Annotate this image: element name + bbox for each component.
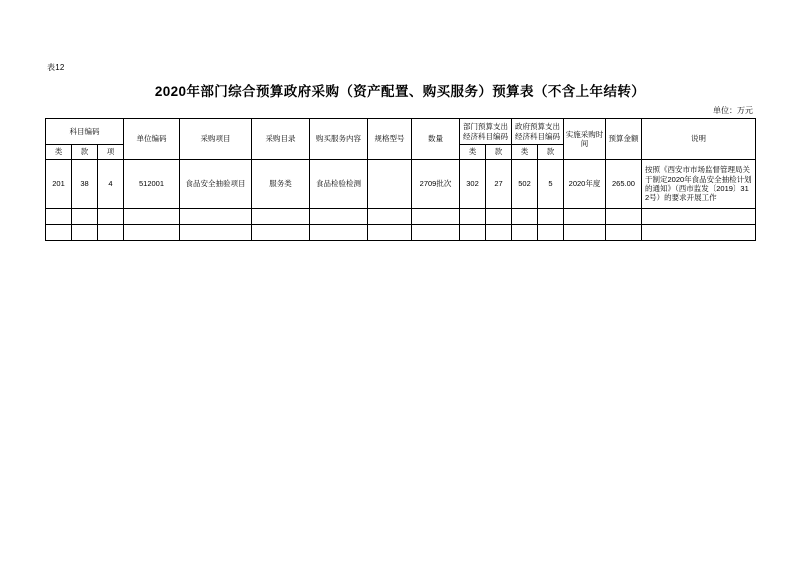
cell-dept-section xyxy=(486,225,512,241)
cell-spec-model xyxy=(368,160,412,209)
header-subject-class: 类 xyxy=(46,145,72,160)
header-gov-budget-econ-code: 政府预算支出经济科目编码 xyxy=(512,119,564,145)
cell-remark xyxy=(642,209,756,225)
header-service-content: 购买服务内容 xyxy=(310,119,368,160)
unit-note: 单位：万元 xyxy=(713,106,753,115)
cell-purchase-item xyxy=(180,209,252,225)
cell-section: 38 xyxy=(72,160,98,209)
cell-budget-amount xyxy=(606,209,642,225)
header-dept-section: 款 xyxy=(486,145,512,160)
cell-dept-section xyxy=(486,209,512,225)
header-quantity: 数量 xyxy=(412,119,460,160)
cell-purchase-time xyxy=(564,225,606,241)
table-header-row-1 xyxy=(46,119,756,145)
cell-spec-model xyxy=(368,209,412,225)
cell-quantity: 2709批次 xyxy=(412,160,460,209)
header-subject-section: 款 xyxy=(72,145,98,160)
cell-item xyxy=(98,209,124,225)
cell-dept-class xyxy=(460,209,486,225)
cell-quantity xyxy=(412,209,460,225)
cell-class xyxy=(46,225,72,241)
cell-class: 201 xyxy=(46,160,72,209)
cell-service-content xyxy=(310,209,368,225)
table-row xyxy=(46,209,756,225)
cell-unit-code xyxy=(124,209,180,225)
header-purchase-item: 采购项目 xyxy=(180,119,252,160)
budget-table xyxy=(45,118,756,241)
cell-unit-code: 512001 xyxy=(124,160,180,209)
cell-item: 4 xyxy=(98,160,124,209)
cell-unit-code xyxy=(124,225,180,241)
header-purchase-time: 实施采购时间 xyxy=(564,119,606,160)
header-unit-code: 单位编码 xyxy=(124,119,180,160)
cell-purchase-item xyxy=(180,225,252,241)
cell-gov-section: 5 xyxy=(538,160,564,209)
table-label: 表12 xyxy=(47,63,65,72)
cell-purchase-catalog: 服务类 xyxy=(252,160,310,209)
header-remark: 说明 xyxy=(642,119,756,160)
cell-gov-section xyxy=(538,209,564,225)
header-dept-budget-econ-code: 部门预算支出经济科目编码 xyxy=(460,119,512,145)
cell-purchase-time xyxy=(564,209,606,225)
cell-remark: 按照《西安市市场监督管理局关于制定2020年食品安全抽检计划的通知》（西市监发〔2019〕312号）的要求开展工作 xyxy=(642,160,756,209)
header-budget-amount: 预算金额 xyxy=(606,119,642,160)
header-gov-section: 款 xyxy=(538,145,564,160)
cell-budget-amount: 265.00 xyxy=(606,160,642,209)
cell-service-content xyxy=(310,225,368,241)
cell-purchase-time: 2020年度 xyxy=(564,160,606,209)
header-spec-model: 规格型号 xyxy=(368,119,412,160)
cell-section xyxy=(72,209,98,225)
cell-section xyxy=(72,225,98,241)
cell-item xyxy=(98,225,124,241)
cell-service-content: 食品检验检测 xyxy=(310,160,368,209)
cell-budget-amount xyxy=(606,225,642,241)
header-gov-class: 类 xyxy=(512,145,538,160)
cell-gov-section xyxy=(538,225,564,241)
table-row xyxy=(46,160,756,209)
cell-quantity xyxy=(412,225,460,241)
cell-class xyxy=(46,209,72,225)
cell-gov-class xyxy=(512,225,538,241)
cell-dept-class xyxy=(460,225,486,241)
cell-remark xyxy=(642,225,756,241)
cell-dept-class: 302 xyxy=(460,160,486,209)
cell-gov-class xyxy=(512,209,538,225)
cell-gov-class: 502 xyxy=(512,160,538,209)
table-row xyxy=(46,225,756,241)
header-dept-class: 类 xyxy=(460,145,486,160)
header-subject-item: 项 xyxy=(98,145,124,160)
header-purchase-catalog: 采购目录 xyxy=(252,119,310,160)
cell-purchase-item: 食品安全抽验项目 xyxy=(180,160,252,209)
cell-purchase-catalog xyxy=(252,225,310,241)
cell-spec-model xyxy=(368,225,412,241)
cell-dept-section: 27 xyxy=(486,160,512,209)
header-subject-code: 科目编码 xyxy=(46,119,124,145)
page-title: 2020年部门综合预算政府采购（资产配置、购买服务）预算表（不含上年结转） xyxy=(154,84,646,99)
cell-purchase-catalog xyxy=(252,209,310,225)
